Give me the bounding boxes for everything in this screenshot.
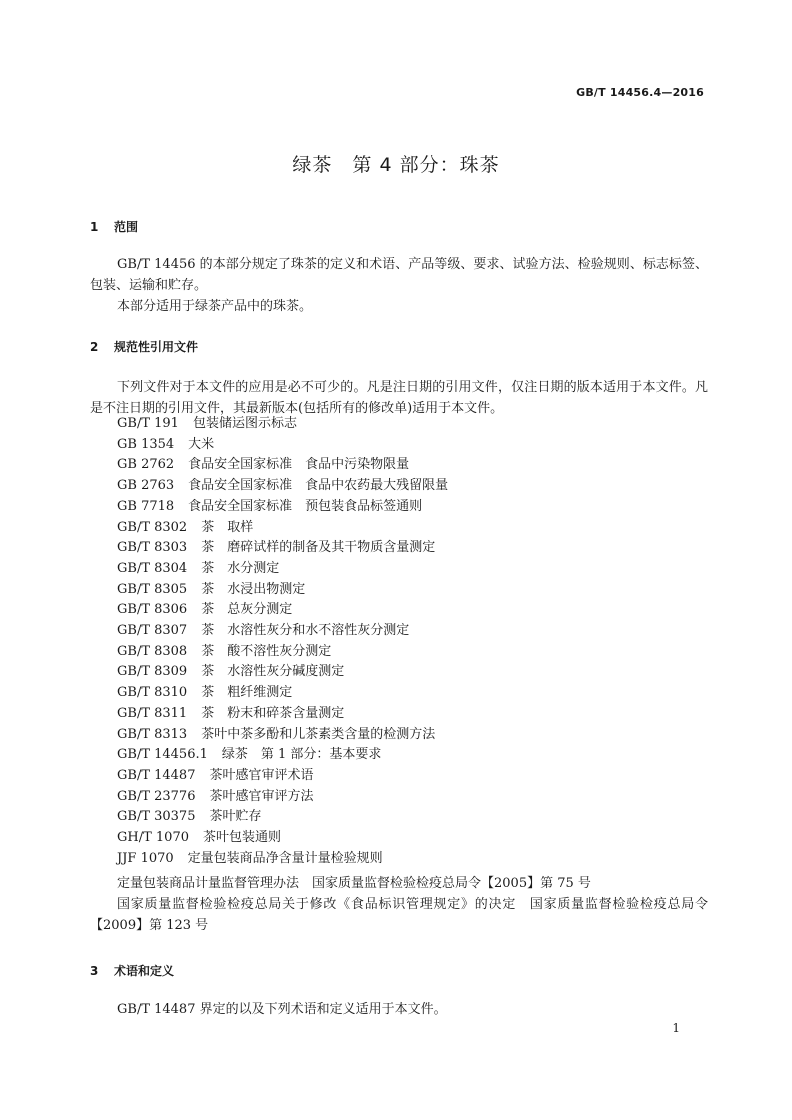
reference-code: GB/T 30375 [117,809,196,825]
reference-code: GB 2762 [117,457,175,473]
reference-item [117,725,448,746]
reference-title: 茶 水分测定 [201,560,280,576]
reference-code: GB/T 8306 [117,602,188,618]
reference-title: 茶叶感官审评术语 [209,767,314,783]
reference-item [117,828,448,849]
reference-title: 茶叶包装通则 [203,830,282,846]
reference-item [117,642,448,663]
reference-item [117,497,448,518]
reference-code: GB 1354 [117,436,175,452]
reference-item [117,435,448,456]
reference-title: 茶 水溶性灰分和水不溶性灰分测定 [201,623,410,639]
section-1-heading [90,218,138,235]
reference-code: GB/T 8304 [117,560,188,576]
section-2-intro: 下列文件对于本文件的应用是必不可少的。凡是注日期的引用文件，仅注日期的版本适用于本文件。凡是不注日期的引用文件，其最新版本(包括所有的修改单)适用于本文件。 [90,380,708,416]
section-1-number: 1 [90,220,99,234]
section-3-heading [90,962,174,979]
reference-title: 茶 磨碎试样的制备及其干物质含量测定 [201,540,436,556]
section-2-title: 规范性引用文件 [114,340,199,354]
reference-item [117,662,448,683]
reference-item [117,683,448,704]
reference-item [117,518,448,539]
regulation-1: 定量包装商品计量监督管理办法 国家质量监督检验检疫总局令【2005】第 75 号 [117,876,591,891]
reference-title: 茶 取样 [201,519,254,535]
reference-title: 食品安全国家标准 预包装食品标签通则 [188,498,423,514]
reference-title: 大米 [188,436,215,452]
section-2-heading [90,338,198,355]
reference-code: GB 7718 [117,498,175,514]
reference-item [117,807,448,828]
reference-item [117,538,448,559]
section-1-paragraph-1: GB/T 14456 的本部分规定了珠茶的定义和术语、产品等级、要求、试验方法、检验规则、标志标签、包装、运输和贮存。 [90,257,708,293]
reference-title: 茶叶中茶多酚和儿茶素类含量的检测方法 [201,726,436,742]
reference-title: 定量包装商品净含量计量检验规则 [187,850,383,866]
section-3-paragraph-1: GB/T 14487 界定的以及下列术语和定义适用于本文件。 [117,1002,447,1017]
reference-list [117,414,448,869]
reference-code: GB/T 23776 [117,788,196,804]
reference-title: 茶叶贮存 [209,809,262,825]
reference-title: 茶 水溶性灰分碱度测定 [201,664,345,680]
reference-code: GB/T 8303 [117,540,188,556]
reference-item [117,621,448,642]
reference-code: GB/T 8310 [117,685,188,701]
regulation-2: 国家质量监督检验检疫总局关于修改《食品标识管理规定》的决定 国家质量监督检验检疫总局令【2009】第 123 号 [90,897,708,933]
reference-item [117,766,448,787]
reference-item [117,849,448,870]
reference-item [117,414,448,435]
reference-code: GB/T 8302 [117,519,188,535]
reference-title: 茶 水浸出物测定 [201,581,306,597]
reference-title: 茶 粉末和碎茶含量测定 [201,705,345,721]
reference-title: 茶 总灰分测定 [201,602,293,618]
reference-code: GB/T 8309 [117,664,188,680]
reference-title: 绿茶 第 1 部分：基本要求 [221,747,382,763]
reference-title: 食品安全国家标准 食品中污染物限量 [188,457,410,473]
reference-item [117,476,448,497]
reference-code: GB/T 8308 [117,643,188,659]
reference-code: GB/T 14487 [117,767,196,783]
reference-item [117,559,448,580]
reference-code: GB/T 8313 [117,726,188,742]
reference-title: 包装储运图示标志 [192,416,297,431]
reference-code: GB/T 191 [117,416,179,431]
reference-code: GB/T 14456.1 [117,747,208,763]
reference-item [117,600,448,621]
reference-code: GB 2763 [117,478,175,494]
reference-item [117,745,448,766]
reference-title: 食品安全国家标准 食品中农药最大残留限量 [188,478,449,494]
reference-item [117,704,448,725]
document-title: 绿茶 第 4 部分：珠茶 [292,154,500,176]
reference-code: GB/T 8305 [117,581,188,597]
reference-code: JJF 1070 [117,850,174,866]
reference-title: 茶 酸不溶性灰分测定 [201,643,332,659]
reference-item [117,787,448,808]
section-2-number: 2 [90,340,99,354]
reference-title: 茶 粗纤维测定 [201,685,293,701]
reference-code: GB/T 8311 [117,705,188,721]
reference-item [117,580,448,601]
standard-code: GB/T 14456.4—2016 [576,86,704,99]
reference-code: GH/T 1070 [117,830,189,846]
page-number: 1 [672,1021,680,1035]
section-1-title: 范围 [114,220,139,234]
reference-code: GB/T 8307 [117,623,188,639]
section-1-paragraph-2: 本部分适用于绿茶产品中的珠茶。 [117,299,313,314]
reference-title: 茶叶感官审评方法 [209,788,314,804]
section-3-number: 3 [90,964,99,978]
reference-item [117,455,448,476]
section-3-title: 术语和定义 [114,964,175,978]
